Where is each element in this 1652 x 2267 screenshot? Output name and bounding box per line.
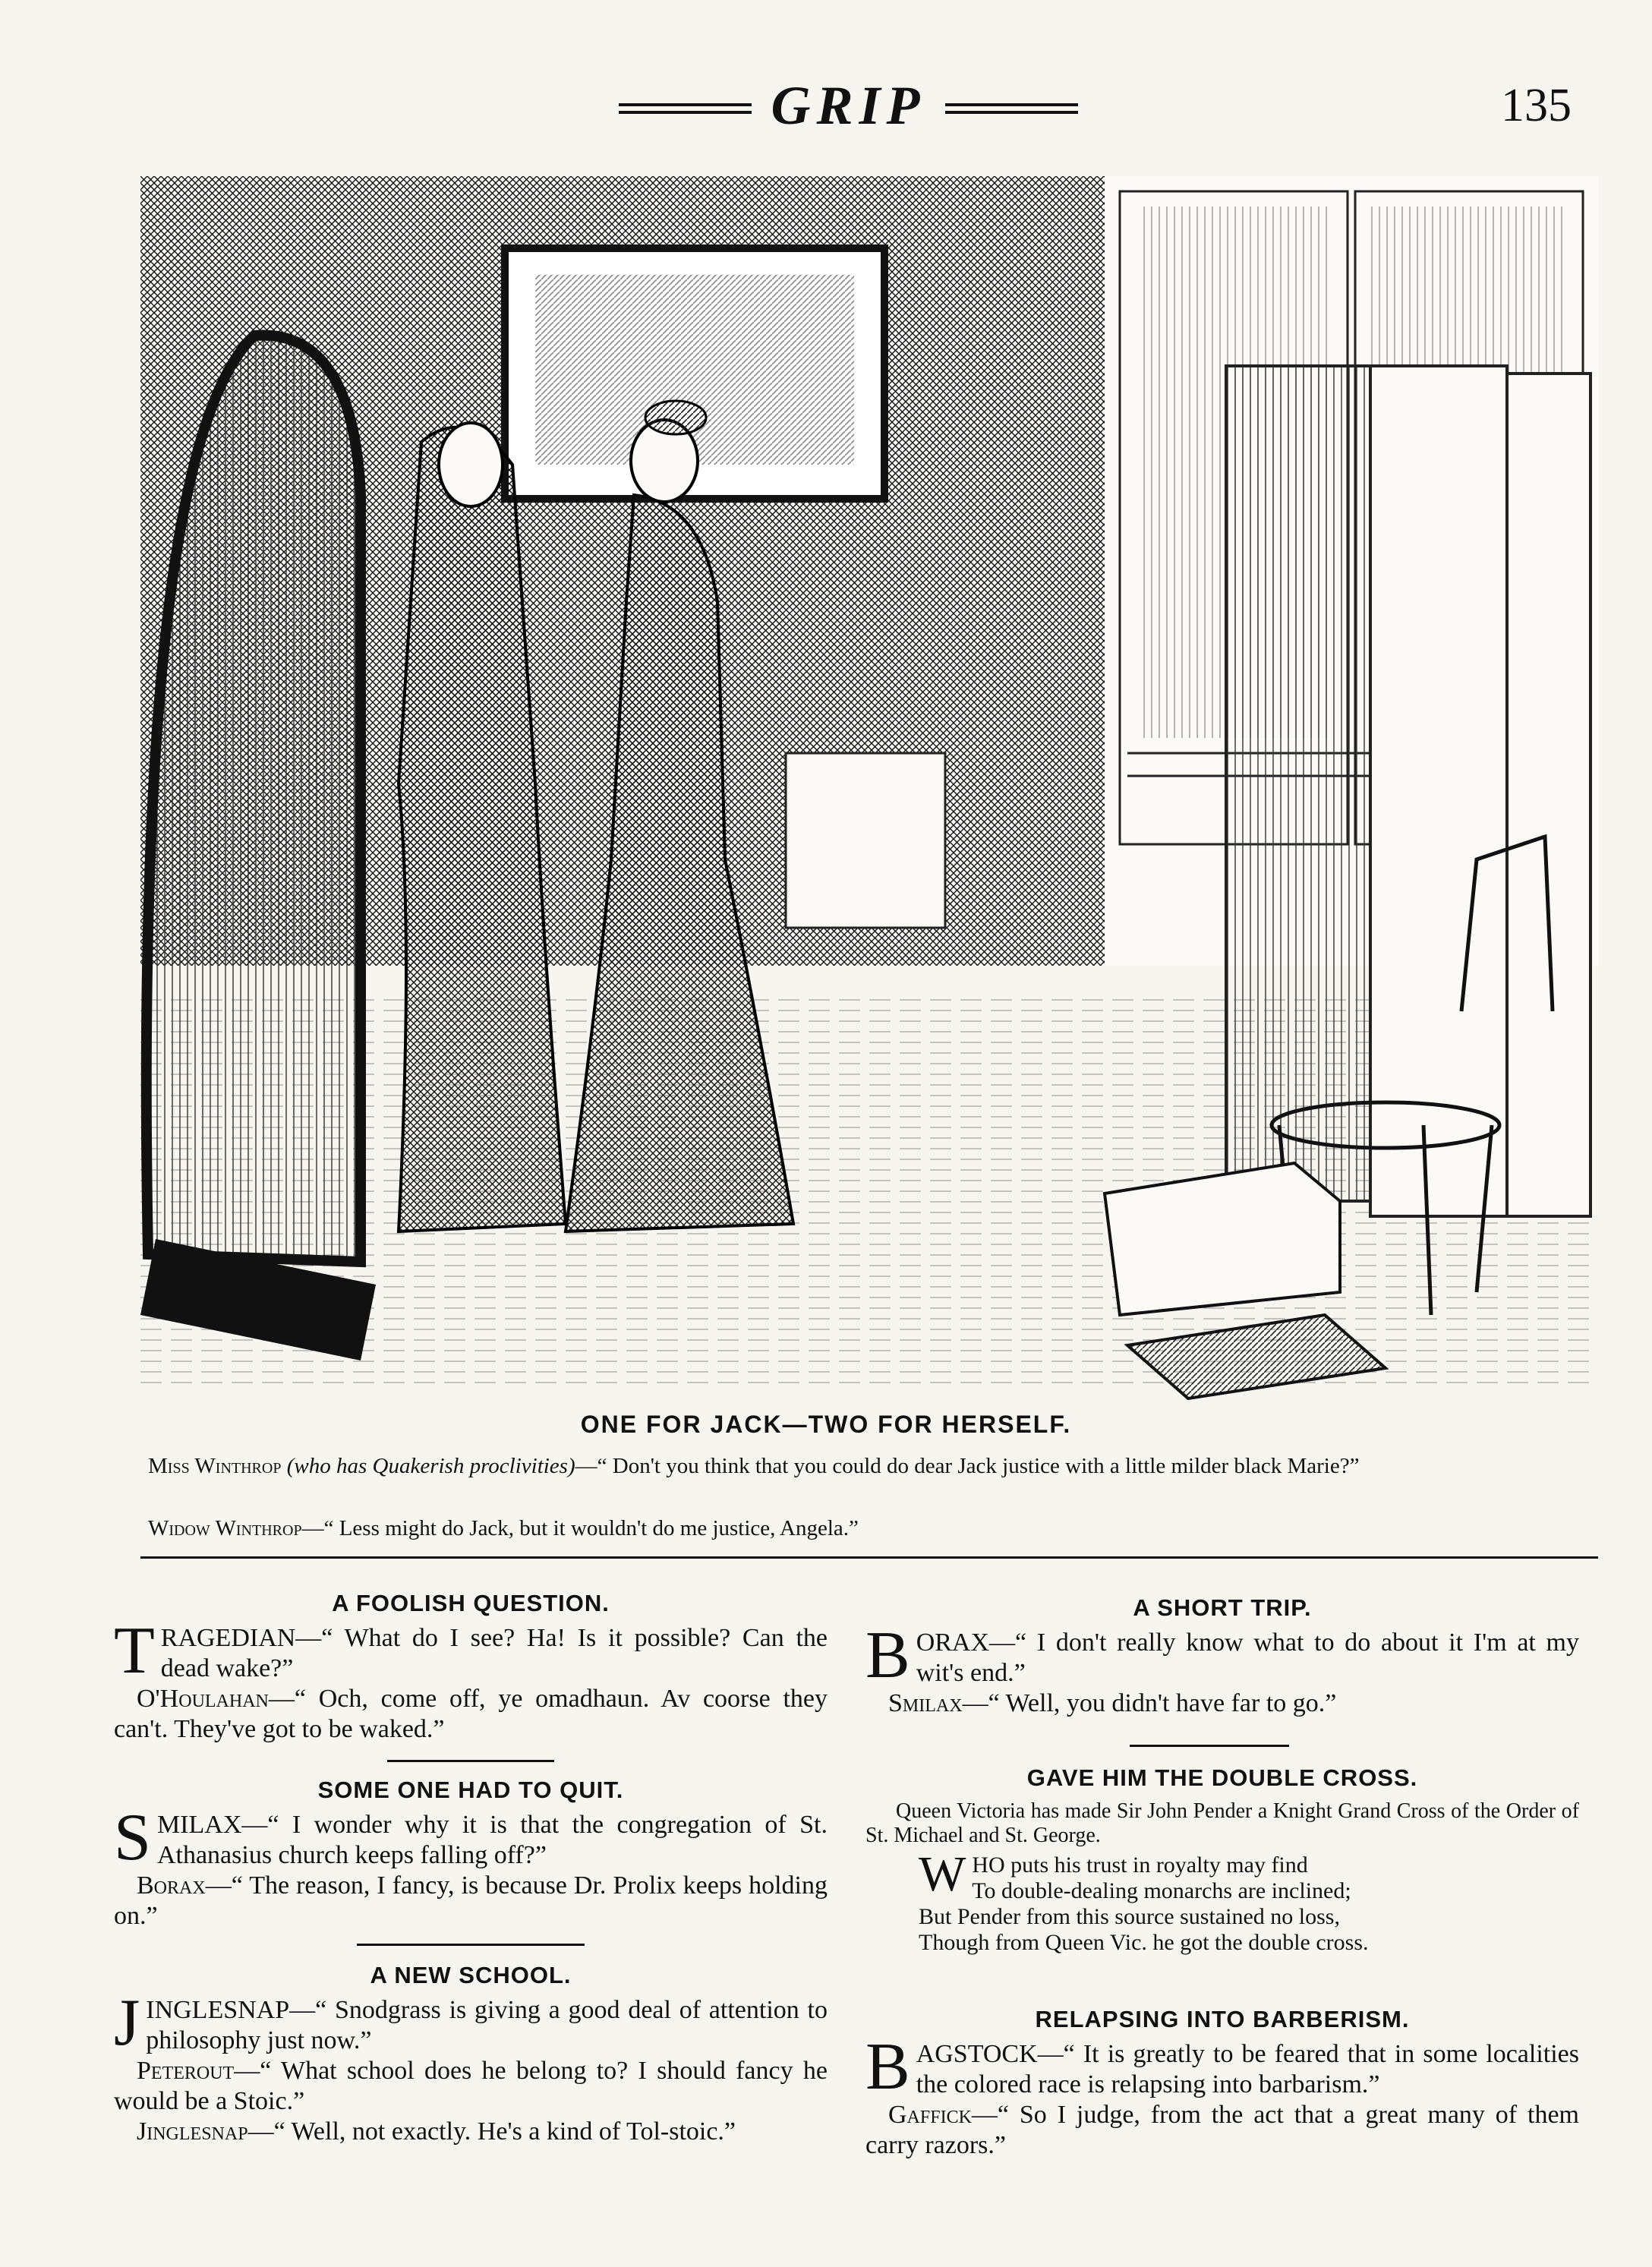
article-foolish-question xyxy=(114,1590,828,1745)
heading-relapsing-into-barberism: RELAPSING INTO BARBERISM. xyxy=(1035,2006,1410,2032)
paragraph-text: MILAX—“ I wonder why it is that the congregation of St. Athanasius church keeps falling off?” xyxy=(156,1811,828,1869)
drop-cap: W xyxy=(919,1846,966,1902)
paragraph-text: AGSTOCK—“ It is greatly to be feared that in some localities the colored race is relapsing into barbarism.” xyxy=(916,2040,1579,2098)
engraving-illustration xyxy=(140,176,1598,1406)
section-divider xyxy=(140,1556,1598,1559)
speaker-name: Peterout xyxy=(137,2057,235,2085)
caption-stage-direction: (who has Quakerish proclivities) xyxy=(286,1454,575,1478)
article-some-one-had-to-quit xyxy=(114,1777,828,1931)
speaker-name: Jinglesnap xyxy=(137,2117,248,2146)
paragraph xyxy=(865,2030,1579,2104)
short-rule xyxy=(1130,1745,1289,1747)
drop-cap: S xyxy=(114,1801,151,1874)
speaker-name: Borax xyxy=(137,1871,206,1900)
verse-line: Though from Queen Vic. he got the double cross. xyxy=(919,1930,1369,1955)
paragraph xyxy=(114,1871,828,1931)
paragraph xyxy=(114,2056,828,2117)
verse-line: To double-dealing monarchs are inclined; xyxy=(972,1878,1351,1903)
caption-speaker-1: Miss Winthrop xyxy=(148,1454,282,1478)
article-relapsing-into-barberism xyxy=(865,2006,1579,2161)
heading-a-short-trip: A SHORT TRIP. xyxy=(1133,1594,1312,1621)
drop-cap: B xyxy=(865,1619,910,1692)
paragraph xyxy=(865,1688,1579,1719)
paragraph-text: —“ Well, not exactly. He's a kind of Tol-stoic.” xyxy=(247,2117,736,2146)
heading-some-one-had-to-quit: SOME ONE HAD TO QUIT. xyxy=(317,1777,624,1803)
caption-speaker-2: Widow Winthrop xyxy=(148,1516,302,1540)
paragraph-text: ORAX—“ I don't really know what to do about it I'm at my wit's end.” xyxy=(916,1629,1579,1687)
paragraph-text: —“ What school does he belong to? I should fancy he would be a Stoic.” xyxy=(114,2057,828,2115)
paragraph-text: RAGEDIAN—“ What do I see? Ha! Is it possible? Can the dead wake?” xyxy=(160,1624,828,1682)
drop-cap: J xyxy=(114,1986,140,2060)
caption-dialogue-2 xyxy=(148,1514,1568,1543)
paragraph xyxy=(865,2100,1579,2161)
paragraph-text: —“ So I judge, from the act that a great many of them carry razors.” xyxy=(865,2101,1579,2159)
editorial-note: Queen Victoria has made Sir John Pender a Knight Grand Cross of the Order of St. Michael and St. George. xyxy=(865,1799,1579,1847)
speaker-name: O'Houlahan xyxy=(137,1685,269,1713)
side-table xyxy=(786,753,945,928)
article-a-short-trip xyxy=(865,1594,1579,1719)
short-rule xyxy=(387,1760,554,1762)
article-a-new-school xyxy=(114,1962,828,2147)
caption-dialogue-1 xyxy=(148,1452,1568,1480)
paragraph xyxy=(114,1801,828,1874)
paragraph xyxy=(114,1684,828,1745)
drop-cap: T xyxy=(114,1614,155,1688)
caption-line-2: —“ Less might do Jack, but it wouldn't do me justice, Angela.” xyxy=(301,1516,859,1540)
illustration-caption-title: ONE FOR JACK—TWO FOR HERSELF. xyxy=(580,1411,1072,1438)
page-number: 135 xyxy=(1501,80,1572,131)
masthead-rule-right xyxy=(945,103,1078,114)
heading-a-new-school: A NEW SCHOOL. xyxy=(370,1962,572,1988)
folding-screen xyxy=(1226,366,1591,1216)
paragraph xyxy=(114,1986,828,2060)
verse-line: But Pender from this source sustained no loss, xyxy=(919,1904,1340,1929)
paragraph-text: —“ The reason, I fancy, is because Dr. Prolix keeps holding on.” xyxy=(114,1871,828,1930)
verse-text: HO puts his trust in royalty may find xyxy=(972,1852,1308,1878)
verse xyxy=(865,1846,1579,1956)
paragraph xyxy=(114,2117,828,2147)
speaker-name: Gaffick xyxy=(888,2101,972,2129)
paragraph xyxy=(865,1619,1579,1692)
masthead-title: GRIP xyxy=(771,75,926,136)
masthead xyxy=(0,74,1652,143)
article-gave-him-the-double-cross xyxy=(865,1764,1579,1956)
paragraph-text: —“ Well, you didn't have far to go.” xyxy=(962,1689,1337,1717)
caption-line-1: —“ Don't you think that you could do dear Jack justice with a little milder black Marie?” xyxy=(575,1454,1360,1478)
masthead-rule-left xyxy=(619,103,752,114)
short-rule xyxy=(357,1944,585,1946)
paragraph-text: —“ Och, come off, ye omadhaun. Av coorse they can't. They've got to be waked.” xyxy=(114,1685,828,1743)
paragraph xyxy=(114,1614,828,1688)
heading-gave-him-the-double-cross: GAVE HIM THE DOUBLE CROSS. xyxy=(1026,1764,1418,1791)
paragraph-text: INGLESNAP—“ Snodgrass is giving a good deal of attention to philosophy just now.” xyxy=(146,1996,828,2054)
heading-foolish-question: A FOOLISH QUESTION. xyxy=(332,1590,610,1616)
engraving-svg xyxy=(140,176,1598,1406)
speaker-name: Smilax xyxy=(888,1689,963,1717)
drop-cap: B xyxy=(865,2030,910,2104)
